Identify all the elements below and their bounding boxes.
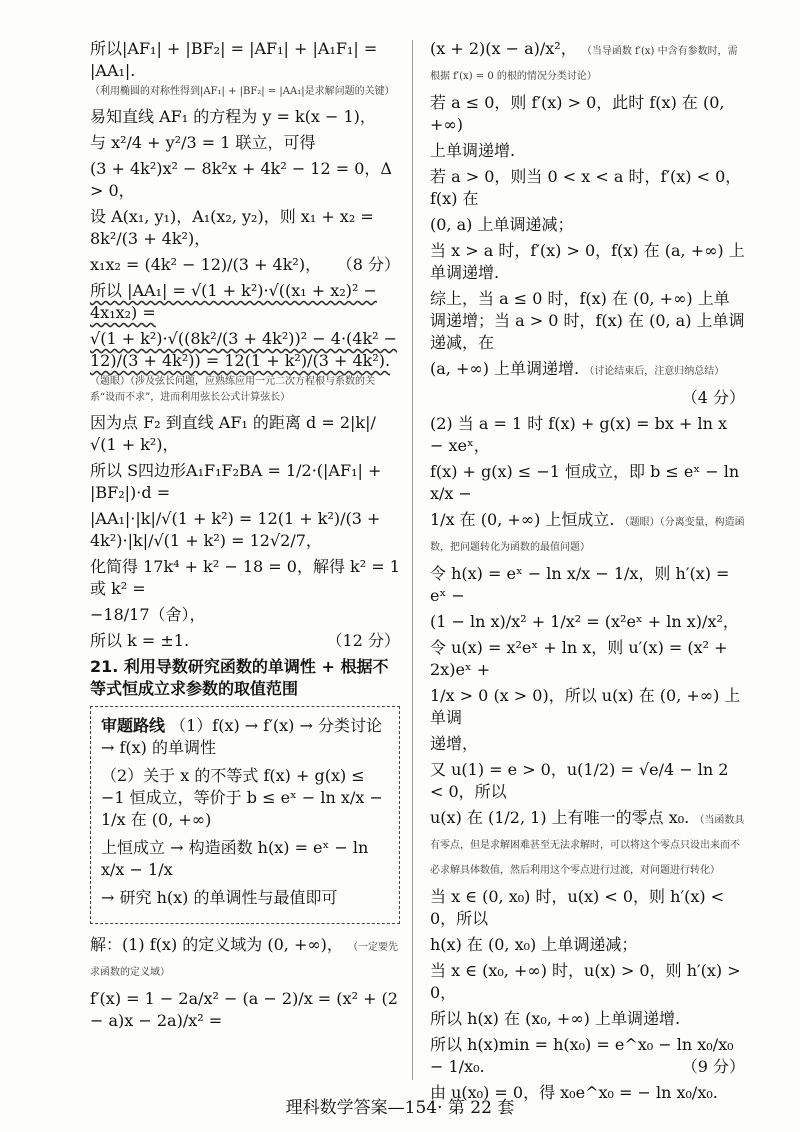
- question-title: 利用导数研究函数的单调性 + 根据不等式恒成立求参数的取值范围: [90, 657, 389, 698]
- score-label: （8 分）: [336, 255, 400, 274]
- text-line: −18/17（舍），: [90, 605, 206, 624]
- left-column: [90, 38, 400, 1036]
- text-line: 当 x ∈ (0, x₀) 时，u(x) < 0，则 h′(x) < 0，所以: [430, 887, 725, 928]
- text-line: [90, 934, 400, 984]
- text-line: 由 u(x₀) = 0，得 x₀e^x₀ = − ln x₀/x₀.: [430, 1083, 718, 1102]
- text-line: 所以 h(x) 在 (x₀, +∞) 上单调递增.: [430, 1009, 681, 1028]
- text-line: 令 u(x) = x²eˣ + ln x，则 u′(x) = (x² + 2x)eˣ +: [430, 638, 728, 679]
- score-label: （4 分）: [681, 388, 745, 407]
- formula-text: (a, +∞) 上单调递增.: [430, 359, 580, 378]
- text-line: [90, 630, 400, 652]
- highlighted-formula: 所以 |AA₁| = √(1 + k²)·√((x₁ + x₂)² − 4x₁x₂) =: [90, 281, 377, 322]
- text-line: 综上，当 a ≤ 0 时，f(x) 在 (0, +∞) 上单调递增；当 a > 0 时，f(x) 在 (0, a) 上单调递减，在: [430, 289, 745, 352]
- formula-text: u(x) 在 (1/2, 1) 上有唯一的零点 x₀.: [430, 808, 690, 827]
- formula-text: 所以 k = ±1.: [90, 631, 190, 650]
- annotation-note: （当函数具有零点，但是求解困难甚至无法求解时，可以将这个零点只设出来而不必求解具体数值，然后利用这个零点进行过渡，对问题进行转化）: [430, 815, 745, 876]
- formula-text: (x + 2)(x − a)/x²，: [430, 39, 577, 58]
- text-line: (1 − ln x)/x² + 1/x² = (x²eˣ + ln x)/x²，: [430, 612, 739, 631]
- text-line: [430, 509, 745, 559]
- text-line: 令 h(x) = eˣ − ln x/x − 1/x，则 h′(x) = eˣ −: [430, 564, 730, 605]
- formula-text: 1/x 在 (0, +∞) 上恒成立.: [430, 510, 615, 529]
- text-line: (3 + 4k²)x² − 8k²x + 4k² − 12 = 0，Δ > 0，: [90, 159, 392, 200]
- text-line: |AA₁|·|k|/√(1 + k²) = 12(1 + k²)/(3 + 4k²)·|k|/√(1 + k²) = 12√2/7，: [90, 509, 381, 550]
- text-line: 当 x > a 时，f′(x) > 0，f(x) 在 (a, +∞) 上单调递增.: [430, 241, 745, 282]
- text-line: 又 u(1) = e > 0，u(1/2) = √e/4 − ln 2 < 0，所以: [430, 760, 729, 801]
- text-line: h(x) 在 (0, x₀) 上单调递减；: [430, 935, 638, 954]
- annotation-note: （当导函数 f′(x) 中含有参数时，需根据 f′(x) = 0 的根的情况分类讨论）: [430, 46, 738, 82]
- question-number: 21.: [90, 657, 119, 676]
- text-line: 当 x ∈ (x₀, +∞) 时，u(x) > 0，则 h′(x) > 0，: [430, 961, 741, 1002]
- text-line: [430, 38, 745, 88]
- formula-text: x₁x₂ = (4k² − 12)/(3 + 4k²)，: [90, 255, 322, 274]
- analysis-box: [90, 706, 400, 924]
- column-divider: [412, 40, 413, 1080]
- text-line: 因为点 F₂ 到直线 AF₁ 的距离 d = 2|k|/√(1 + k²)，: [90, 413, 376, 454]
- right-column: [430, 38, 745, 1108]
- annotation-note: （题眼）（分离变量，构造函数，把问题转化为函数的最值问题）: [430, 517, 745, 553]
- box-heading: 审题路线: [101, 716, 166, 735]
- text-line: (0, a) 上单调递减；: [430, 215, 574, 234]
- text-line: 所以 S四边形A₁F₁F₂BA = 1/2·(|AF₁| + |BF₂|)·d =: [90, 461, 382, 502]
- score-label: （9 分）: [681, 1057, 745, 1076]
- text-line: [430, 1034, 745, 1078]
- text-line: 易知直线 AF₁ 的方程为 y = k(x − 1)，: [90, 107, 376, 126]
- text-line: 所以|AF₁| + |BF₂| = |AF₁| + |A₁F₁| = |AA₁|.: [90, 39, 378, 80]
- text-line: 化简得 17k⁴ + k² − 18 = 0，解得 k² = 1 或 k² =: [90, 557, 400, 598]
- box-line: [101, 715, 389, 759]
- question-heading: [90, 656, 400, 700]
- text-line: f′(x) = 1 − 2a/x² − (a − 2)/x = (x² + (2 − a)x − 2a)/x² =: [90, 989, 398, 1030]
- text-line: [430, 358, 745, 383]
- page-footer: 理科数学答案—154· 第 22 套: [285, 1098, 515, 1118]
- highlighted-formula: √(1 + k²)·√((8k²/(3 + 4k²))² − 4·(4k² − 12)/(3 + 4k²)) = 12(1 + k²)/(3 + 4k²).: [90, 329, 398, 370]
- text-line: 上单调递增.: [430, 141, 516, 160]
- text-line: f(x) + g(x) ≤ −1 恒成立，即 b ≤ eˣ − ln x/x −: [430, 462, 740, 503]
- annotation-note: （利用椭圆的对称性得到|AF₁| + |BF₂| = |AA₁|是求解问题的关键）: [90, 86, 395, 97]
- text-line: [90, 254, 400, 276]
- box-line: 上恒成立 → 构造函数 h(x) = eˣ − ln x/x − 1/x: [101, 838, 369, 879]
- text-line: [430, 387, 745, 409]
- text-line: (2) 当 a = 1 时 f(x) + g(x) = bx + ln x − xeˣ，: [430, 414, 728, 455]
- text-line: 1/x > 0 (x > 0)，所以 u(x) 在 (0, +∞) 上单调: [430, 686, 741, 727]
- box-line: （2）关于 x 的不等式 f(x) + g(x) ≤ −1 恒成立，等价于 b ≤ eˣ − ln x/x − 1/x 在 (0, +∞): [101, 766, 383, 829]
- text-line: 设 A(x₁, y₁)，A₁(x₂, y₂)，则 x₁ + x₂ = 8k²/(3 + 4k²)，: [90, 207, 374, 248]
- score-label: （12 分）: [326, 631, 400, 650]
- annotation-note: （一定要先求函数的定义域）: [90, 942, 399, 978]
- box-text: （1）f(x) → f′(x) → 分类讨论 → f(x) 的单调性: [101, 716, 382, 757]
- solution-start: 解：(1) f(x) 的定义域为 (0, +∞)，: [90, 935, 343, 954]
- text-line: 若 a ≤ 0，则 f′(x) > 0，此时 f(x) 在 (0, +∞): [430, 93, 725, 134]
- annotation-note: （讨论结束后，注意归纳总结）: [584, 366, 725, 377]
- formula-text: 所以 h(x)min = h(x₀) = e^x₀ − ln x₀/x₀ − 1/x₀.: [430, 1035, 734, 1076]
- annotation-note: （题眼）（涉及弦长问题，应熟练应用一元二次方程根与系数的关系“设而不求”，进而利用弦长公式计算弦长）: [90, 376, 375, 403]
- box-line: → 研究 h(x) 的单调性与最值即可: [101, 888, 338, 907]
- text-line: 若 a > 0，则当 0 < x < a 时，f′(x) < 0，f(x) 在: [430, 167, 742, 208]
- text-line: 与 x²/4 + y²/3 = 1 联立，可得: [90, 133, 316, 152]
- text-line: 递增，: [430, 734, 479, 753]
- text-line: [430, 807, 745, 882]
